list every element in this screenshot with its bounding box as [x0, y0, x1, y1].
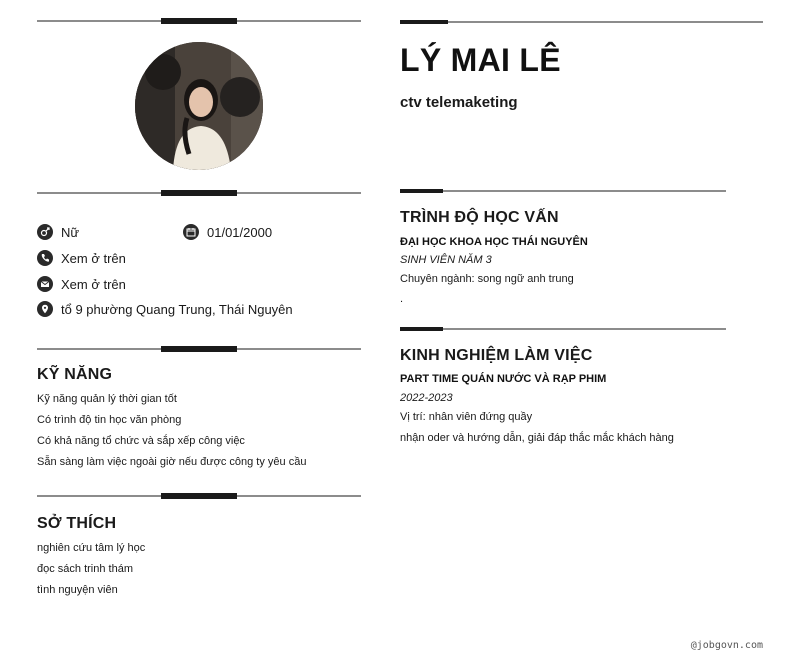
- experience-position: Vị trí: nhân viên đứng quầy: [400, 411, 533, 423]
- skill-item: Kỹ năng quản lý thời gian tốt: [37, 393, 177, 405]
- location-pin-icon: [37, 301, 53, 317]
- calendar-icon: [183, 224, 199, 240]
- skill-item: Có khả năng tổ chức và sắp xếp công việc: [37, 435, 245, 447]
- avatar: [135, 42, 263, 170]
- divider-profile-left: [37, 192, 361, 194]
- email-icon: [37, 276, 53, 292]
- watermark: @jobgovn.com: [690, 640, 763, 651]
- phone-row: [37, 250, 126, 266]
- hobby-item: tình nguyện viên: [37, 584, 118, 596]
- hobby-item: đọc sách trinh thám: [37, 563, 133, 575]
- education-school: ĐẠI HỌC KHOA HỌC THÁI NGUYÊN: [400, 236, 588, 248]
- skill-item: Sẵn sàng làm việc ngoài giờ nếu được công ty yêu cầu: [37, 456, 307, 468]
- skills-title: KỸ NĂNG: [37, 366, 113, 383]
- phone-value: Xem ở trên: [61, 250, 126, 266]
- candidate-name: LÝ MAI LÊ: [400, 42, 561, 78]
- experience-title: KINH NGHIỆM LÀM VIỆC: [400, 347, 593, 364]
- divider-skills-left: [37, 348, 361, 350]
- birthday-row: [183, 224, 272, 240]
- email-row: [37, 276, 126, 292]
- birthday-value: 01/01/2000: [207, 224, 273, 240]
- gender-value: Nữ: [61, 224, 80, 240]
- divider-top-right: [400, 21, 763, 23]
- education-period: SINH VIÊN NĂM 3: [400, 254, 492, 266]
- candidate-role: ctv telemaketing: [400, 94, 518, 111]
- address-value: tổ 9 phường Quang Trung, Thái Nguyên: [61, 301, 293, 317]
- experience-description: nhận oder và hướng dẫn, giải đáp thắc mắc khách hàng: [400, 432, 674, 444]
- experience-period: 2022-2023: [400, 392, 453, 404]
- education-major: Chuyên ngành: song ngữ anh trung: [400, 273, 574, 285]
- gender-icon: [37, 224, 53, 240]
- divider-education-right: [400, 190, 726, 192]
- divider-top-left: [37, 20, 361, 22]
- gender-row: [37, 224, 79, 240]
- hobbies-title: SỞ THÍCH: [37, 515, 117, 532]
- hobby-item: nghiên cứu tâm lý học: [37, 542, 146, 554]
- education-note: .: [400, 293, 404, 305]
- education-title: TRÌNH ĐỘ HỌC VẤN: [400, 209, 559, 226]
- skill-item: Có trình độ tin học văn phòng: [37, 414, 182, 426]
- divider-hobbies-left: [37, 495, 361, 497]
- phone-icon: [37, 250, 53, 266]
- email-value: Xem ở trên: [61, 276, 126, 292]
- experience-company: PART TIME QUÁN NƯỚC VÀ RẠP PHIM: [400, 373, 607, 385]
- divider-experience-right: [400, 328, 726, 330]
- address-row: [37, 301, 293, 317]
